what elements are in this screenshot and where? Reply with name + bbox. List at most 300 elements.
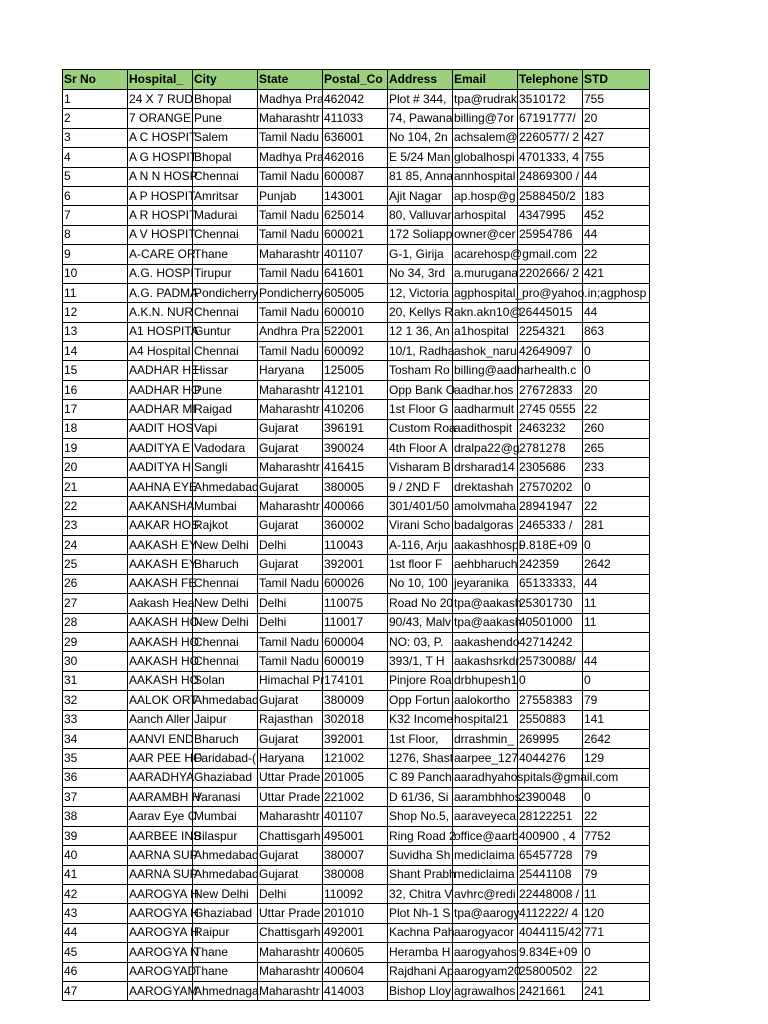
- col-std-cell[interactable]: 281: [583, 516, 650, 535]
- col-std-cell[interactable]: 7752: [583, 826, 650, 845]
- col-state-cell[interactable]: Punjab: [258, 186, 323, 205]
- col-email-cell[interactable]: aarogyahos: [453, 943, 518, 962]
- col-std-cell[interactable]: 452: [583, 206, 650, 225]
- col-city-cell[interactable]: Bharuch: [193, 729, 258, 748]
- col-std-cell[interactable]: 427: [583, 128, 650, 147]
- col-state-header[interactable]: State: [258, 70, 323, 90]
- col-postal-code-cell[interactable]: 600021: [323, 225, 388, 244]
- col-postal-code-cell[interactable]: 390024: [323, 439, 388, 458]
- col-city-cell[interactable]: Vadodara: [193, 439, 258, 458]
- col-hospital-cell[interactable]: AARAMBH H: [128, 788, 193, 807]
- col-state-cell[interactable]: Gujarat: [258, 516, 323, 535]
- col-email-cell[interactable]: tpa@aakash: [453, 613, 518, 632]
- col-sr-no-cell[interactable]: 18: [63, 419, 128, 438]
- col-hospital-cell[interactable]: A4 Hospital: [128, 342, 193, 361]
- col-state-cell[interactable]: Maharashtr: [258, 245, 323, 264]
- col-sr-no-cell[interactable]: 19: [63, 439, 128, 458]
- col-postal-code-cell[interactable]: 125005: [323, 361, 388, 380]
- col-email-cell[interactable]: dralpa22@g: [453, 439, 518, 458]
- col-postal-code-cell[interactable]: 411033: [323, 109, 388, 128]
- col-address-cell[interactable]: Plot Nh-1 S: [388, 904, 453, 923]
- col-std-cell[interactable]: 260: [583, 419, 650, 438]
- col-std-cell[interactable]: 11: [583, 613, 650, 632]
- col-email-cell[interactable]: mediclaima: [453, 865, 518, 884]
- col-telephone-cell[interactable]: 28122251: [518, 807, 583, 826]
- col-hospital-cell[interactable]: AAROGYAM: [128, 981, 193, 1000]
- col-telephone-cell[interactable]: 25441108: [518, 865, 583, 884]
- col-address-cell[interactable]: 9 / 2ND F: [388, 477, 453, 496]
- col-sr-no-cell[interactable]: 27: [63, 594, 128, 613]
- col-postal-code-cell[interactable]: 110092: [323, 885, 388, 904]
- col-std-cell[interactable]: 183: [583, 186, 650, 205]
- col-sr-no-cell[interactable]: 42: [63, 885, 128, 904]
- col-city-cell[interactable]: Chennai: [193, 632, 258, 651]
- col-postal-code-cell[interactable]: 380008: [323, 865, 388, 884]
- col-hospital-cell[interactable]: A1 HOSPITA: [128, 322, 193, 341]
- col-telephone-cell[interactable]: 24869300 /: [518, 167, 583, 186]
- col-sr-no-cell[interactable]: 2: [63, 109, 128, 128]
- col-city-cell[interactable]: Rajkot: [193, 516, 258, 535]
- col-postal-code-cell[interactable]: 380005: [323, 477, 388, 496]
- col-sr-no-cell[interactable]: 34: [63, 729, 128, 748]
- col-city-cell[interactable]: Vapi: [193, 419, 258, 438]
- col-telephone-cell[interactable]: 2745 0555: [518, 400, 583, 419]
- col-postal-code-cell[interactable]: 414003: [323, 981, 388, 1000]
- col-postal-code-cell[interactable]: 600087: [323, 167, 388, 186]
- col-telephone-cell[interactable]: 2463232: [518, 419, 583, 438]
- col-email-cell[interactable]: aarpee_127: [453, 749, 518, 768]
- col-sr-no-cell[interactable]: 30: [63, 652, 128, 671]
- col-telephone-cell[interactable]: 9.818E+09: [518, 535, 583, 554]
- col-telephone-cell[interactable]: 2781278: [518, 439, 583, 458]
- col-hospital-cell[interactable]: AAKANSHA: [128, 497, 193, 516]
- col-telephone-cell[interactable]: 2588450/2: [518, 186, 583, 205]
- col-hospital-cell[interactable]: A-CARE OR: [128, 245, 193, 264]
- col-email-cell[interactable]: aalokortho: [453, 691, 518, 710]
- col-state-cell[interactable]: Haryana: [258, 361, 323, 380]
- col-address-cell[interactable]: 172 Soliapp: [388, 225, 453, 244]
- col-address-cell[interactable]: Ring Road 2: [388, 826, 453, 845]
- col-state-cell[interactable]: Andhra Pra: [258, 322, 323, 341]
- col-state-cell[interactable]: Gujarat: [258, 419, 323, 438]
- col-std-cell[interactable]: 129: [583, 749, 650, 768]
- col-email-cell[interactable]: drbhupesh1: [453, 671, 518, 690]
- col-state-cell[interactable]: Gujarat: [258, 691, 323, 710]
- col-sr-no-cell[interactable]: 36: [63, 768, 128, 787]
- col-state-cell[interactable]: Madhya Pra: [258, 148, 323, 167]
- col-state-cell[interactable]: Maharashtr: [258, 981, 323, 1000]
- col-hospital-cell[interactable]: AADIT HOS: [128, 419, 193, 438]
- col-sr-no-cell[interactable]: 4: [63, 148, 128, 167]
- col-postal-code-cell[interactable]: 400066: [323, 497, 388, 516]
- col-sr-no-cell[interactable]: 35: [63, 749, 128, 768]
- col-postal-code-cell[interactable]: 416415: [323, 458, 388, 477]
- col-postal-code-cell[interactable]: 401107: [323, 807, 388, 826]
- col-hospital-cell[interactable]: A.G. PADMA: [128, 283, 193, 302]
- col-postal-code-cell[interactable]: 401107: [323, 245, 388, 264]
- col-postal-code-cell[interactable]: 380007: [323, 846, 388, 865]
- col-state-cell[interactable]: Uttar Prade: [258, 904, 323, 923]
- col-state-cell[interactable]: Madhya Pra: [258, 90, 323, 109]
- col-city-cell[interactable]: Chennai: [193, 167, 258, 186]
- col-sr-no-cell[interactable]: 7: [63, 206, 128, 225]
- col-email-cell[interactable]: akn.akn10@: [453, 303, 518, 322]
- col-city-cell[interactable]: New Delhi: [193, 885, 258, 904]
- col-email-cell[interactable]: arhospital: [453, 206, 518, 225]
- col-city-cell[interactable]: Chennai: [193, 652, 258, 671]
- col-state-cell[interactable]: Tamil Nadu: [258, 632, 323, 651]
- col-std-cell[interactable]: 44: [583, 167, 650, 186]
- col-email-cell[interactable]: aadhar.hos: [453, 380, 518, 399]
- col-address-cell[interactable]: Visharam B: [388, 458, 453, 477]
- col-state-cell[interactable]: Maharashtr: [258, 943, 323, 962]
- col-address-cell[interactable]: 1st floor F: [388, 555, 453, 574]
- col-address-cell[interactable]: 81 85, Anna: [388, 167, 453, 186]
- col-email-cell[interactable]: aaradhyahospitals@gmail.com: [453, 768, 518, 787]
- col-state-cell[interactable]: Delhi: [258, 885, 323, 904]
- col-city-cell[interactable]: Salem: [193, 128, 258, 147]
- col-email-cell[interactable]: ap.hosp@g: [453, 186, 518, 205]
- col-telephone-cell[interactable]: 9.834E+09: [518, 943, 583, 962]
- col-email-cell[interactable]: aehbharuch: [453, 555, 518, 574]
- col-sr-no-cell[interactable]: 9: [63, 245, 128, 264]
- col-state-cell[interactable]: Haryana: [258, 749, 323, 768]
- col-sr-no-cell[interactable]: 40: [63, 846, 128, 865]
- col-telephone-cell[interactable]: 25800502: [518, 962, 583, 981]
- col-postal-code-cell[interactable]: 396191: [323, 419, 388, 438]
- col-email-cell[interactable]: aadharmult: [453, 400, 518, 419]
- col-sr-no-cell[interactable]: 8: [63, 225, 128, 244]
- col-email-cell[interactable]: aakashhospi: [453, 535, 518, 554]
- col-hospital-cell[interactable]: AADITYA H: [128, 458, 193, 477]
- col-std-cell[interactable]: 22: [583, 245, 650, 264]
- col-hospital-cell[interactable]: AARNA SUP: [128, 846, 193, 865]
- col-email-cell[interactable]: drektashah: [453, 477, 518, 496]
- col-city-cell[interactable]: Faridabad-(: [193, 749, 258, 768]
- col-std-cell[interactable]: 233: [583, 458, 650, 477]
- col-address-cell[interactable]: 32, Chitra V: [388, 885, 453, 904]
- col-hospital-cell[interactable]: AAKASH EY: [128, 555, 193, 574]
- col-state-cell[interactable]: Maharashtr: [258, 497, 323, 516]
- col-city-cell[interactable]: Chennai: [193, 225, 258, 244]
- col-address-cell[interactable]: 74, Pawana: [388, 109, 453, 128]
- col-telephone-cell[interactable]: 25730088/: [518, 652, 583, 671]
- col-telephone-cell[interactable]: 4044115/42: [518, 923, 583, 942]
- col-telephone-cell[interactable]: 2421661: [518, 981, 583, 1000]
- col-city-cell[interactable]: Thane: [193, 245, 258, 264]
- col-state-cell[interactable]: Maharashtr: [258, 458, 323, 477]
- col-email-cell[interactable]: annhospital: [453, 167, 518, 186]
- col-hospital-cell[interactable]: AAKAR HOS: [128, 516, 193, 535]
- col-hospital-cell[interactable]: AARBEE INS: [128, 826, 193, 845]
- col-sr-no-cell[interactable]: 24: [63, 535, 128, 554]
- col-state-cell[interactable]: Tamil Nadu: [258, 303, 323, 322]
- col-telephone-cell[interactable]: 42649097: [518, 342, 583, 361]
- col-email-cell[interactable]: aakashsrkdr: [453, 652, 518, 671]
- col-city-cell[interactable]: Bilaspur: [193, 826, 258, 845]
- col-city-cell[interactable]: Madurai: [193, 206, 258, 225]
- col-sr-no-cell[interactable]: 12: [63, 303, 128, 322]
- col-address-cell[interactable]: NO: 03, P.: [388, 632, 453, 651]
- col-telephone-cell[interactable]: 242359: [518, 555, 583, 574]
- col-postal-code-cell[interactable]: 462016: [323, 148, 388, 167]
- col-state-cell[interactable]: Gujarat: [258, 555, 323, 574]
- col-address-cell[interactable]: 20, Kellys R: [388, 303, 453, 322]
- col-city-cell[interactable]: Solan: [193, 671, 258, 690]
- col-address-cell[interactable]: A-116, Arju: [388, 535, 453, 554]
- col-address-cell[interactable]: Suvidha Sh: [388, 846, 453, 865]
- col-address-cell[interactable]: 301/401/50: [388, 497, 453, 516]
- col-std-cell[interactable]: 863: [583, 322, 650, 341]
- col-hospital-cell[interactable]: Aarav Eye C: [128, 807, 193, 826]
- col-email-cell[interactable]: avhrc@redi: [453, 885, 518, 904]
- col-state-cell[interactable]: Gujarat: [258, 477, 323, 496]
- col-std-cell[interactable]: 755: [583, 90, 650, 109]
- col-sr-no-cell[interactable]: 28: [63, 613, 128, 632]
- col-address-cell[interactable]: 10/1, Radha: [388, 342, 453, 361]
- col-hospital-cell[interactable]: AALOK ORT: [128, 691, 193, 710]
- col-address-cell[interactable]: 12 1 36, An: [388, 322, 453, 341]
- col-telephone-cell[interactable]: 4701333, 4: [518, 148, 583, 167]
- col-std-cell[interactable]: 0: [583, 342, 650, 361]
- col-telephone-cell[interactable]: 2550883: [518, 710, 583, 729]
- col-email-cell[interactable]: a1hospital: [453, 322, 518, 341]
- col-hospital-cell[interactable]: AAROGYA H: [128, 923, 193, 942]
- col-city-cell[interactable]: Varanasi: [193, 788, 258, 807]
- col-telephone-cell[interactable]: 4347995: [518, 206, 583, 225]
- col-state-cell[interactable]: Maharashtr: [258, 400, 323, 419]
- col-postal-code-cell[interactable]: 412101: [323, 380, 388, 399]
- col-hospital-cell[interactable]: AAKASH EY: [128, 535, 193, 554]
- col-address-cell[interactable]: Plot # 344,: [388, 90, 453, 109]
- col-std-cell[interactable]: 265: [583, 439, 650, 458]
- col-telephone-cell[interactable]: 2465333 /: [518, 516, 583, 535]
- col-city-cell[interactable]: Ahmednaga: [193, 981, 258, 1000]
- col-hospital-cell[interactable]: AAROGYA N: [128, 943, 193, 962]
- col-telephone-cell[interactable]: 4044276: [518, 749, 583, 768]
- col-std-cell[interactable]: 22: [583, 807, 650, 826]
- col-hospital-cell[interactable]: AAROGYA H: [128, 904, 193, 923]
- col-sr-no-cell[interactable]: 10: [63, 264, 128, 283]
- col-city-cell[interactable]: Ghaziabad: [193, 768, 258, 787]
- col-email-cell[interactable]: office@aarb: [453, 826, 518, 845]
- col-hospital-cell[interactable]: Aakash Hea: [128, 594, 193, 613]
- col-hospital-cell[interactable]: AAKASH FE: [128, 574, 193, 593]
- col-sr-no-cell[interactable]: 33: [63, 710, 128, 729]
- col-hospital-cell[interactable]: 24 X 7 RUD: [128, 90, 193, 109]
- col-sr-no-cell[interactable]: 25: [63, 555, 128, 574]
- col-city-cell[interactable]: Amritsar: [193, 186, 258, 205]
- col-email-cell[interactable]: globalhospi: [453, 148, 518, 167]
- col-email-cell[interactable]: aarogyam20: [453, 962, 518, 981]
- col-state-cell[interactable]: Tamil Nadu: [258, 652, 323, 671]
- col-email-cell[interactable]: aakashendo: [453, 632, 518, 651]
- col-postal-code-header[interactable]: Postal_Co: [323, 70, 388, 90]
- col-postal-code-cell[interactable]: 495001: [323, 826, 388, 845]
- col-std-cell[interactable]: 44: [583, 574, 650, 593]
- col-postal-code-cell[interactable]: 522001: [323, 322, 388, 341]
- col-hospital-cell[interactable]: A V HOSPIT: [128, 225, 193, 244]
- col-hospital-cell[interactable]: A R HOSPIT: [128, 206, 193, 225]
- col-city-cell[interactable]: Chennai: [193, 574, 258, 593]
- col-state-cell[interactable]: Gujarat: [258, 865, 323, 884]
- col-state-cell[interactable]: Uttar Prade: [258, 788, 323, 807]
- col-address-cell[interactable]: Heramba H: [388, 943, 453, 962]
- col-email-cell[interactable]: aadithospit: [453, 419, 518, 438]
- col-postal-code-cell[interactable]: 201010: [323, 904, 388, 923]
- col-hospital-cell[interactable]: AADHAR HE: [128, 361, 193, 380]
- col-std-cell[interactable]: 20: [583, 380, 650, 399]
- col-city-cell[interactable]: Ahmedabad: [193, 846, 258, 865]
- col-postal-code-cell[interactable]: 110075: [323, 594, 388, 613]
- col-address-cell[interactable]: 12, Victoria: [388, 283, 453, 302]
- col-std-cell[interactable]: 141: [583, 710, 650, 729]
- col-address-cell[interactable]: Road No 20: [388, 594, 453, 613]
- col-std-cell[interactable]: 79: [583, 846, 650, 865]
- col-sr-no-cell[interactable]: 39: [63, 826, 128, 845]
- col-email-cell[interactable]: owner@cer: [453, 225, 518, 244]
- col-city-cell[interactable]: Jaipur: [193, 710, 258, 729]
- col-address-cell[interactable]: 393/1, T H: [388, 652, 453, 671]
- col-city-cell[interactable]: Bhopal: [193, 90, 258, 109]
- col-state-cell[interactable]: Delhi: [258, 535, 323, 554]
- col-state-cell[interactable]: Gujarat: [258, 729, 323, 748]
- col-address-cell[interactable]: Kachna Pah: [388, 923, 453, 942]
- col-state-cell[interactable]: Maharashtr: [258, 109, 323, 128]
- col-telephone-cell[interactable]: 27570202: [518, 477, 583, 496]
- col-std-cell[interactable]: [583, 632, 650, 651]
- col-address-header[interactable]: Address: [388, 70, 453, 90]
- col-telephone-header[interactable]: Telephone: [518, 70, 583, 90]
- col-postal-code-cell[interactable]: 410206: [323, 400, 388, 419]
- col-address-cell[interactable]: Custom Roa: [388, 419, 453, 438]
- col-std-cell[interactable]: 0: [583, 535, 650, 554]
- col-email-cell[interactable]: mediclaima: [453, 846, 518, 865]
- col-postal-code-cell[interactable]: 600026: [323, 574, 388, 593]
- col-std-cell[interactable]: 0: [583, 671, 650, 690]
- col-telephone-cell[interactable]: 65457728: [518, 846, 583, 865]
- col-hospital-cell[interactable]: A G HOSPIT: [128, 148, 193, 167]
- col-postal-code-cell[interactable]: 600019: [323, 652, 388, 671]
- col-telephone-cell[interactable]: 26445015: [518, 303, 583, 322]
- col-sr-no-cell[interactable]: 29: [63, 632, 128, 651]
- col-state-cell[interactable]: Maharashtr: [258, 380, 323, 399]
- col-std-cell[interactable]: 2642: [583, 555, 650, 574]
- col-sr-no-cell[interactable]: 37: [63, 788, 128, 807]
- col-email-cell[interactable]: drsharad14: [453, 458, 518, 477]
- col-state-cell[interactable]: Tamil Nadu: [258, 206, 323, 225]
- col-email-cell[interactable]: billing@7or: [453, 109, 518, 128]
- col-postal-code-cell[interactable]: 110043: [323, 535, 388, 554]
- col-std-cell[interactable]: 11: [583, 594, 650, 613]
- col-hospital-cell[interactable]: AARNA SUP: [128, 865, 193, 884]
- col-std-cell[interactable]: 0: [583, 361, 650, 380]
- col-std-cell[interactable]: 241: [583, 981, 650, 1000]
- col-state-cell[interactable]: Chattisgarh: [258, 923, 323, 942]
- col-city-cell[interactable]: Pune: [193, 109, 258, 128]
- col-postal-code-cell[interactable]: 143001: [323, 186, 388, 205]
- col-address-cell[interactable]: Opp Bank O: [388, 380, 453, 399]
- col-city-cell[interactable]: New Delhi: [193, 594, 258, 613]
- col-telephone-cell[interactable]: 3510172: [518, 90, 583, 109]
- col-hospital-cell[interactable]: AAR PEE HO: [128, 749, 193, 768]
- col-sr-no-cell[interactable]: 11: [63, 283, 128, 302]
- col-sr-no-cell[interactable]: 23: [63, 516, 128, 535]
- col-city-cell[interactable]: Pune: [193, 380, 258, 399]
- col-std-cell[interactable]: 44: [583, 303, 650, 322]
- col-telephone-cell[interactable]: 25301730: [518, 594, 583, 613]
- col-hospital-cell[interactable]: AAKASH HO: [128, 652, 193, 671]
- col-hospital-cell[interactable]: AAROGYA H: [128, 885, 193, 904]
- col-state-cell[interactable]: Rajasthan: [258, 710, 323, 729]
- col-sr-no-cell[interactable]: 41: [63, 865, 128, 884]
- col-hospital-cell[interactable]: AARADHYA: [128, 768, 193, 787]
- col-std-cell[interactable]: 755: [583, 148, 650, 167]
- col-hospital-cell[interactable]: AADHAR HO: [128, 380, 193, 399]
- col-state-cell[interactable]: Gujarat: [258, 846, 323, 865]
- col-hospital-cell[interactable]: A C HOSPIT: [128, 128, 193, 147]
- col-sr-no-cell[interactable]: 21: [63, 477, 128, 496]
- col-postal-code-cell[interactable]: 462042: [323, 90, 388, 109]
- col-address-cell[interactable]: No 104, 2n: [388, 128, 453, 147]
- col-telephone-cell[interactable]: 2254321: [518, 322, 583, 341]
- col-address-cell[interactable]: G-1, Girija: [388, 245, 453, 264]
- col-postal-code-cell[interactable]: 625014: [323, 206, 388, 225]
- col-state-cell[interactable]: Tamil Nadu: [258, 225, 323, 244]
- col-city-cell[interactable]: New Delhi: [193, 535, 258, 554]
- col-address-cell[interactable]: 4th Floor A: [388, 439, 453, 458]
- col-city-cell[interactable]: Ahmedabad: [193, 477, 258, 496]
- col-telephone-cell[interactable]: 269995: [518, 729, 583, 748]
- col-sr-no-cell[interactable]: 45: [63, 943, 128, 962]
- col-address-cell[interactable]: Pinjore Roa: [388, 671, 453, 690]
- col-telephone-cell[interactable]: 2390048: [518, 788, 583, 807]
- col-state-cell[interactable]: Tamil Nadu: [258, 128, 323, 147]
- col-postal-code-cell[interactable]: 121002: [323, 749, 388, 768]
- col-state-cell[interactable]: Delhi: [258, 613, 323, 632]
- col-address-cell[interactable]: 1st Floor G: [388, 400, 453, 419]
- col-telephone-cell[interactable]: 2305686: [518, 458, 583, 477]
- col-address-cell[interactable]: K32 Income: [388, 710, 453, 729]
- col-hospital-cell[interactable]: AADHAR MI: [128, 400, 193, 419]
- col-std-cell[interactable]: 0: [583, 477, 650, 496]
- col-address-cell[interactable]: Bishop Lloy: [388, 981, 453, 1000]
- col-sr-no-cell[interactable]: 38: [63, 807, 128, 826]
- col-std-cell[interactable]: 0: [583, 788, 650, 807]
- col-state-cell[interactable]: Gujarat: [258, 439, 323, 458]
- col-hospital-header[interactable]: Hospital_: [128, 70, 193, 90]
- col-address-cell[interactable]: D 61/36, Si: [388, 788, 453, 807]
- col-telephone-cell[interactable]: 42714242: [518, 632, 583, 651]
- col-sr-no-cell[interactable]: 16: [63, 380, 128, 399]
- col-state-cell[interactable]: Uttar Prade: [258, 768, 323, 787]
- col-telephone-cell[interactable]: 27672833: [518, 380, 583, 399]
- col-email-cell[interactable]: tpa@aakash: [453, 594, 518, 613]
- col-city-cell[interactable]: Mumbai: [193, 807, 258, 826]
- col-city-cell[interactable]: Bharuch: [193, 555, 258, 574]
- col-state-cell[interactable]: Himachal Pr: [258, 671, 323, 690]
- col-postal-code-cell[interactable]: 400605: [323, 943, 388, 962]
- col-postal-code-cell[interactable]: 605005: [323, 283, 388, 302]
- col-city-cell[interactable]: Thane: [193, 962, 258, 981]
- col-city-cell[interactable]: Chennai: [193, 342, 258, 361]
- col-email-cell[interactable]: achsalem@: [453, 128, 518, 147]
- col-sr-no-cell[interactable]: 20: [63, 458, 128, 477]
- col-city-cell[interactable]: Raigad: [193, 400, 258, 419]
- col-city-header[interactable]: City: [193, 70, 258, 90]
- col-email-cell[interactable]: acarehosp@gmail.com: [453, 245, 518, 264]
- col-address-cell[interactable]: 1st Floor,: [388, 729, 453, 748]
